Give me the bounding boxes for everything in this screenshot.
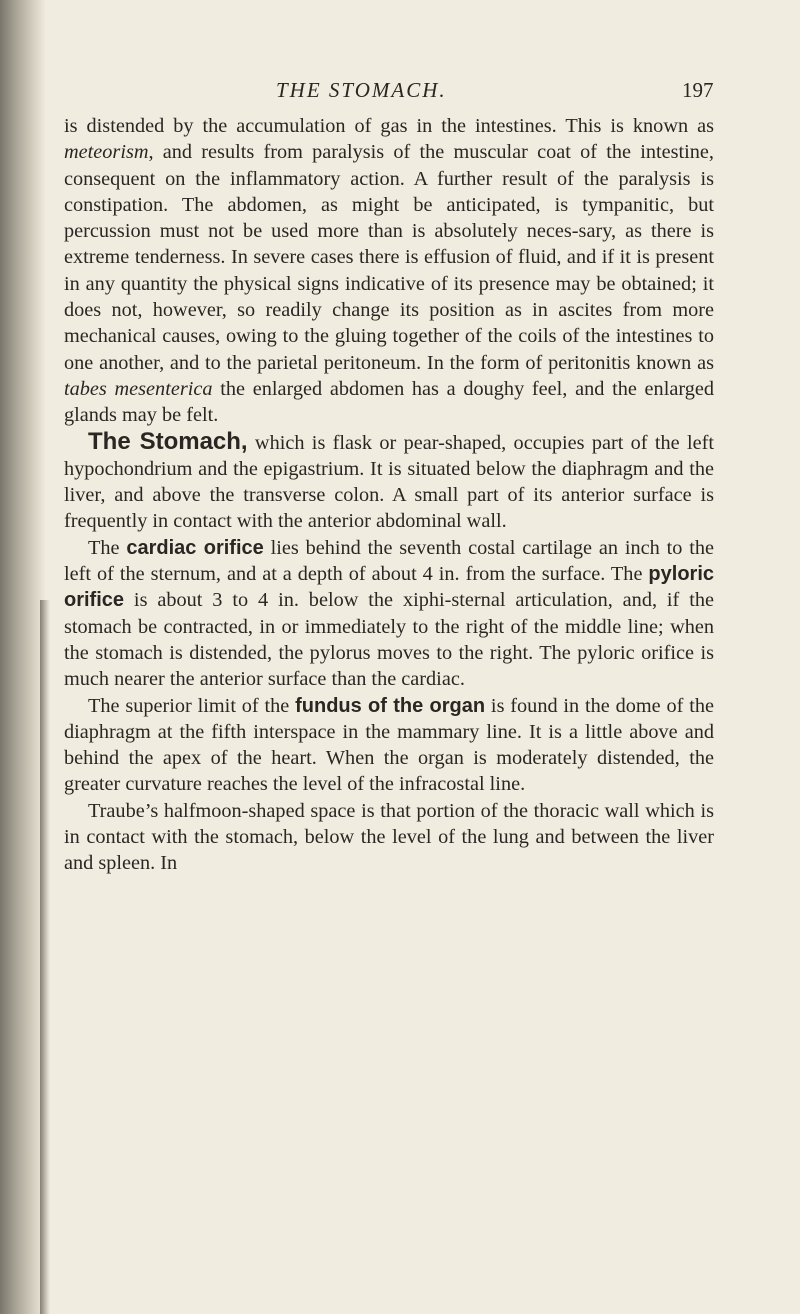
italic-term: tabes mesenterica [64, 377, 213, 400]
text-run: The superior limit of the [88, 694, 296, 717]
text-run: , and results from paralysis of the muscular coat of the intestine, consequent on the inflammatory action. A further result of the paralysis is constipation. The abdomen, as might be anticipated, is tympanitic, but percussion must not be used more than is absolutely neces-sary, as there is extreme tenderness. In severe cases there is effusion of fluid, and if it is present in any quantity the physical signs indicative of its presence may be obtained; it does not, however, so readily change its position as in ascites from more mechanical causes, owing to the gluing together of the coils of the intestines to one another, and to the parietal peritoneum. In the form of peritonitis known as [64, 141, 714, 374]
italic-term: meteorism [64, 141, 149, 164]
paragraph [64, 693, 714, 798]
text-run: which is flask or pear-shaped, occupies part of the left hypochondrium and the epigastrium. It is situated below the diaphragm and the liver, and above the transverse colon. A small part of its anterior surface is frequently in contact with the anterior abdominal wall. [64, 431, 714, 533]
paragraph [64, 535, 714, 693]
page-edge-shadow [40, 600, 50, 1314]
text-run: is about 3 to 4 in. below the xiphi-sternal articulation, and, if the stomach be contracted, in or immediately to the right of the middle line; when the stomach is distended, the pylorus moves to the right. The pyloric orifice is much nearer the anterior surface than the cardiac. [64, 589, 714, 691]
bold-term: pyloric orifice [64, 563, 714, 612]
body-text [64, 113, 714, 877]
section-heading: The Stomach, [88, 427, 248, 455]
running-head: THE STOMACH. [276, 78, 447, 102]
paragraph [64, 798, 714, 877]
bold-term: fundus of the organ [295, 694, 486, 717]
text-run: the enlarged abdomen has a doughy feel, and the enlarged glands may be felt. [64, 377, 715, 427]
text-run: The [88, 536, 127, 559]
bold-term: cardiac orifice [126, 536, 264, 559]
page-header [0, 78, 800, 110]
paragraph [64, 429, 714, 535]
page-number: 197 [682, 78, 714, 102]
text-run: is distended by the accumulation of gas in the intestines. This is known as [64, 115, 714, 137]
text-run: is found in the dome of the diaphragm at the fifth interspace in the mammary line. It is a little above and behind the apex of the heart. When the organ is moderately distended, the greater curvature reaches the level of the infracostal line. [64, 694, 714, 796]
text-run: lies behind the seventh costal cartilage an inch to the left of the sternum, and at a depth of about 4 in. from the surface. The [64, 536, 714, 586]
paragraph [64, 113, 714, 429]
text-run: Traube’s halfmoon-shaped space is that portion of the thoracic wall which is in contact with the stomach, below the level of the lung and between the liver and spleen. In [64, 799, 714, 875]
